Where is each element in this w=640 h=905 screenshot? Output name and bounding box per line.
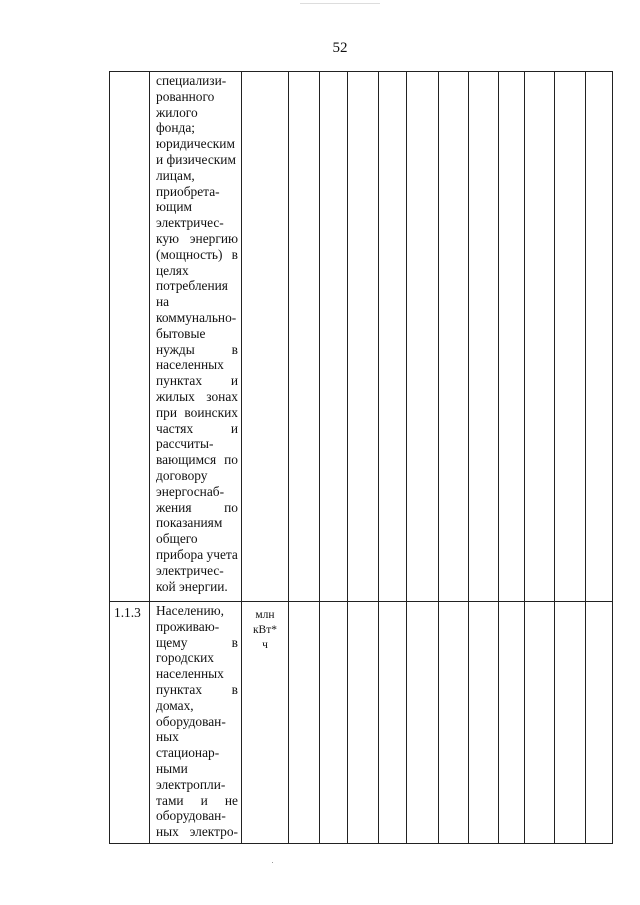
description-line: общего	[156, 531, 198, 547]
unit-line: ч	[262, 639, 268, 651]
description-line: пунктах в	[156, 681, 238, 697]
value-cell	[348, 72, 379, 602]
description-line: населенных	[156, 666, 224, 682]
description-line: ных электро-	[156, 824, 238, 840]
value-cell	[407, 602, 439, 844]
description-line: нужды в	[156, 341, 238, 357]
value-cell	[320, 72, 348, 602]
page-number: 52	[332, 40, 348, 56]
description-line: ными	[156, 760, 188, 776]
description-line: при воинских	[156, 404, 238, 420]
description-line: домах,	[156, 697, 194, 713]
value-cell	[499, 72, 525, 602]
value-cell	[407, 72, 439, 602]
description-line: оборудован-	[156, 713, 226, 729]
tariff-table	[109, 71, 613, 844]
table-row	[110, 72, 613, 602]
description-line: электропли-	[156, 776, 226, 792]
description-line: на	[156, 294, 170, 310]
description-line: стационар-	[156, 745, 220, 761]
description-line: приобрета-	[156, 183, 220, 199]
value-cell	[439, 602, 469, 844]
value-cell	[469, 72, 499, 602]
value-cell	[469, 602, 499, 844]
description-line: вающимся по	[156, 452, 238, 468]
description-line: юридическим	[156, 136, 235, 152]
description-line: кой энергии.	[156, 578, 228, 594]
description-line: лицам,	[156, 167, 195, 183]
unit-line: млн	[255, 609, 275, 621]
description-line: кую энергию	[156, 230, 238, 246]
description-line: специализи-	[156, 73, 227, 88]
description-line: пунктах и	[156, 373, 238, 389]
value-cell	[289, 72, 320, 602]
description-line: щему в	[156, 634, 238, 650]
description-line: показаниям	[156, 515, 223, 531]
description-line: тами и не	[156, 792, 238, 808]
value-cell	[439, 72, 469, 602]
description-line: коммунально-	[156, 309, 237, 325]
value-cell	[525, 602, 555, 844]
description-line: частях и	[156, 420, 238, 436]
description-line: ных	[156, 729, 179, 745]
value-cell	[525, 72, 555, 602]
value-cell	[289, 602, 320, 844]
value-cell	[555, 602, 586, 844]
description-line: оборудован-	[156, 808, 226, 824]
value-cell	[320, 602, 348, 844]
table-row	[110, 602, 613, 844]
description-line: фонда;	[156, 120, 196, 136]
description-line: целях	[156, 262, 189, 278]
value-cell	[586, 602, 613, 844]
description-line: рассчиты-	[156, 436, 214, 452]
description-line: жилых зонах	[156, 388, 238, 404]
value-cell	[379, 602, 407, 844]
description-line: и физическим	[156, 151, 236, 167]
description-line: бытовые	[156, 325, 206, 341]
unit-line: кВт*	[252, 624, 278, 636]
description-line: прибора учета	[156, 546, 238, 562]
description-cell	[150, 72, 242, 602]
description-line: жилого	[156, 104, 198, 120]
unit-cell	[242, 602, 289, 844]
description-line: жения по	[156, 499, 238, 515]
row-number-cell	[110, 72, 150, 602]
value-cell	[379, 72, 407, 602]
row-number-cell: 1.1.3	[110, 602, 150, 844]
description-line: ющим	[156, 199, 192, 215]
description-line: электричес-	[156, 562, 224, 578]
description-line: городских	[156, 650, 214, 666]
value-cell	[348, 602, 379, 844]
description-line: договору	[156, 467, 208, 483]
description-line: энергоснаб-	[156, 483, 225, 499]
unit-cell	[242, 72, 289, 602]
description-line: проживаю-	[156, 618, 220, 634]
description-line: потребления	[156, 278, 228, 294]
description-line: населенных	[156, 357, 224, 373]
description-line: (мощность) в	[156, 246, 238, 262]
scan-smudge	[272, 862, 273, 863]
description-line: электричес-	[156, 215, 224, 231]
value-cell	[555, 72, 586, 602]
description-line: Населению,	[156, 603, 224, 618]
description-cell	[150, 602, 242, 844]
description-line: рованного	[156, 88, 215, 104]
scan-edge	[300, 3, 380, 4]
value-cell	[586, 72, 613, 602]
value-cell	[499, 602, 525, 844]
